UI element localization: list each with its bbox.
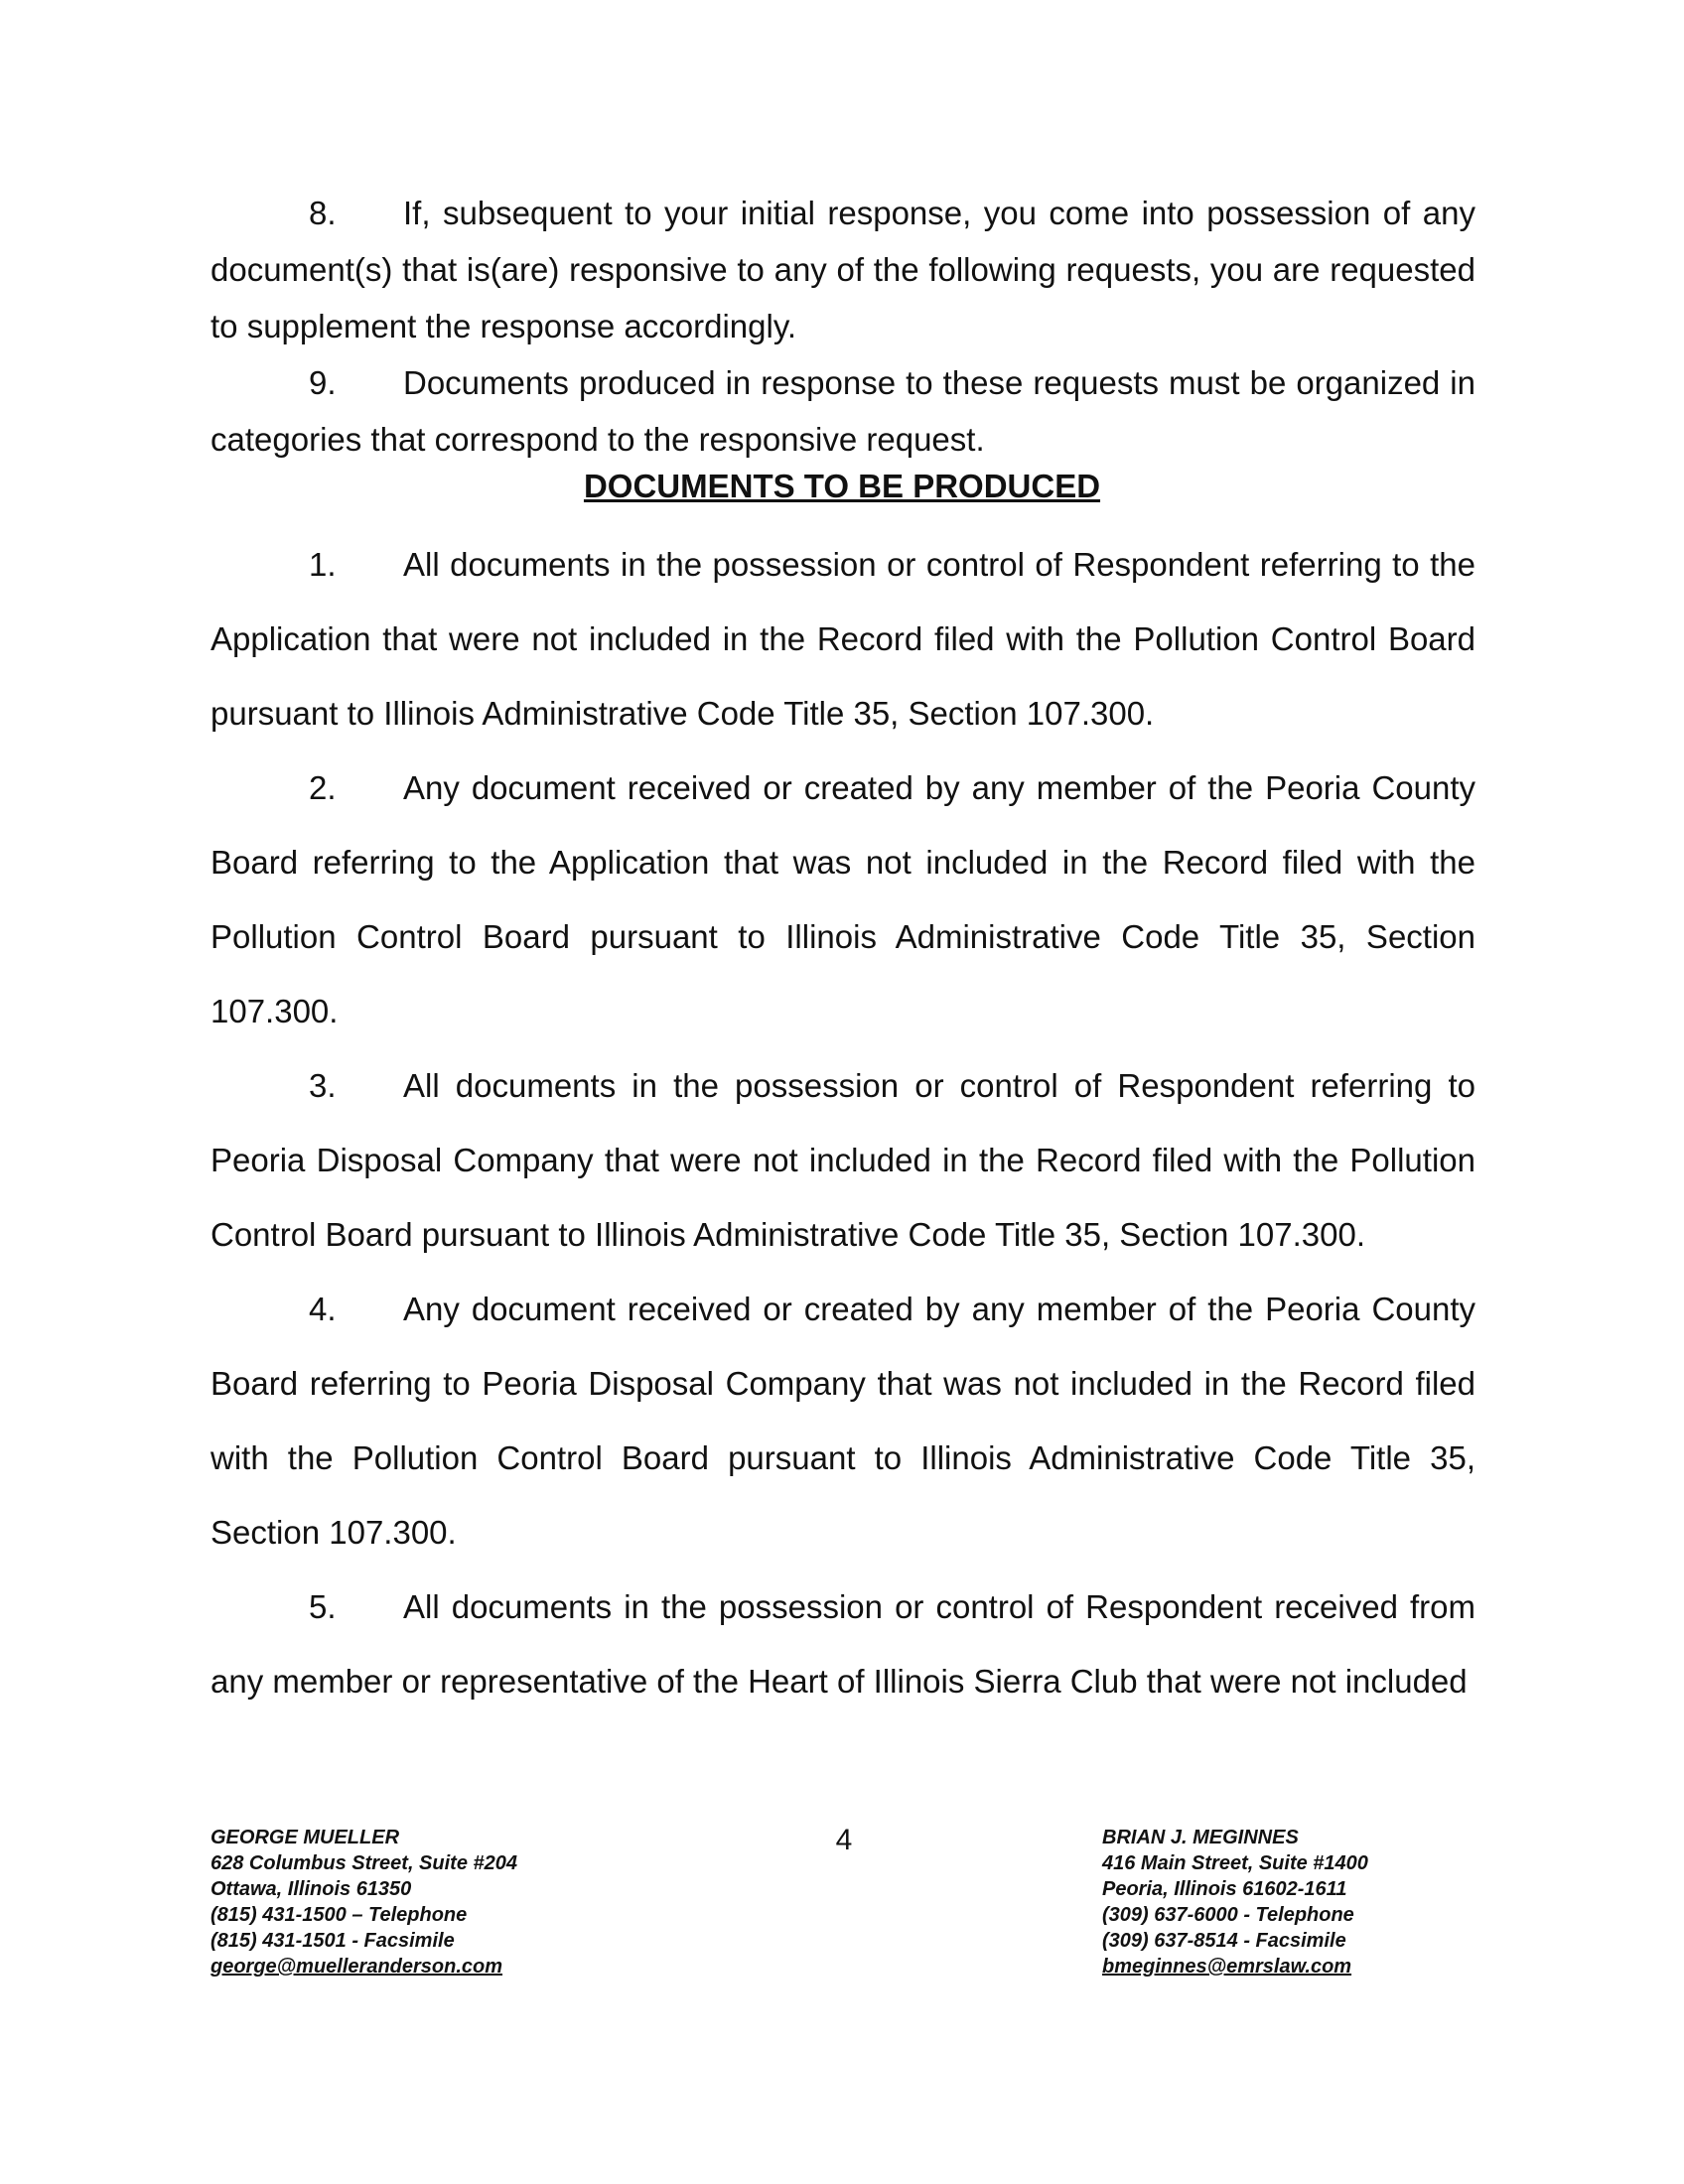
attorney-fax: (309) 637-8514 - Facsimile [1102,1930,1346,1952]
attorney-city: Ottawa, Illinois 61350 [210,1878,412,1900]
request-5 [210,1570,1475,1718]
request-3 [210,1048,1475,1272]
page-number: 4 [835,1824,853,1856]
request-text: Any document received or created by any member of the Peoria County Board referring to the Application that was not included in the Record filed with the Pollution Control Board pursuant to Illinois Administrative Code Title 35, Section 107.300. [210,769,1475,1029]
instruction-text: Documents produced in response to these requests must be organized in categories that correspond to the responsive request. [210,364,1475,458]
footer-attorney-right [1102,1825,1519,1979]
attorney-city: Peoria, Illinois 61602-1611 [1102,1878,1347,1900]
attorney-email-link[interactable]: bmeginnes@emrslaw.com [1102,1956,1352,1978]
attorney-address: 416 Main Street, Suite #1400 [1102,1852,1368,1874]
attorney-phone: (309) 637-6000 - Telephone [1102,1904,1354,1926]
request-2 [210,751,1475,1048]
attorney-fax: (815) 431-1501 - Facsimile [210,1930,455,1952]
request-text: All documents in the possession or control of Respondent referring to Peoria Disposal Company that were not included in the Record filed with the Pollution Control Board pursuant to Illinois Administrative Code Title 35, Section 107.300. [210,1067,1475,1253]
attorney-address: 628 Columbus Street, Suite #204 [210,1852,518,1874]
instruction-8 [210,185,1475,354]
attorney-phone: (815) 431-1500 – Telephone [210,1904,468,1926]
instruction-number: 9. [309,364,337,401]
request-text: All documents in the possession or control of Respondent referring to the Application that were not included in the Record filed with the Pollution Control Board pursuant to Illinois Administrative Code Title 35, Section 107.300. [210,546,1475,732]
instruction-text: If, subsequent to your initial response, you come into possession of any document(s) that is(are) responsive to any of the following requests, you are requested to supplement the response accordingly. [210,195,1475,344]
request-number: 1. [309,546,337,583]
attorney-name: GEORGE MUELLER [210,1827,400,1848]
request-number: 4. [309,1291,337,1327]
section-heading: DOCUMENTS TO BE PRODUCED [583,468,1101,504]
instruction-number: 8. [309,195,337,231]
request-text: Any document received or created by any member of the Peoria County Board referring to Peoria Disposal Company that was not included in the Record filed with the Pollution Control Board pursuant to Illinois Administrative Code Title 35, Section 107.300. [210,1291,1475,1551]
footer-attorney-left [210,1825,667,1979]
request-text: All documents in the possession or control of Respondent received from any member or representative of the Heart of Illinois Sierra Club that were not included [210,1588,1475,1700]
attorney-email-link[interactable]: george@muelleranderson.com [210,1956,503,1978]
request-number: 3. [309,1067,337,1104]
instruction-9 [210,354,1475,468]
attorney-name: BRIAN J. MEGINNES [1102,1827,1299,1848]
request-number: 5. [309,1588,337,1625]
request-4 [210,1272,1475,1570]
request-1 [210,527,1475,751]
request-number: 2. [309,769,337,806]
